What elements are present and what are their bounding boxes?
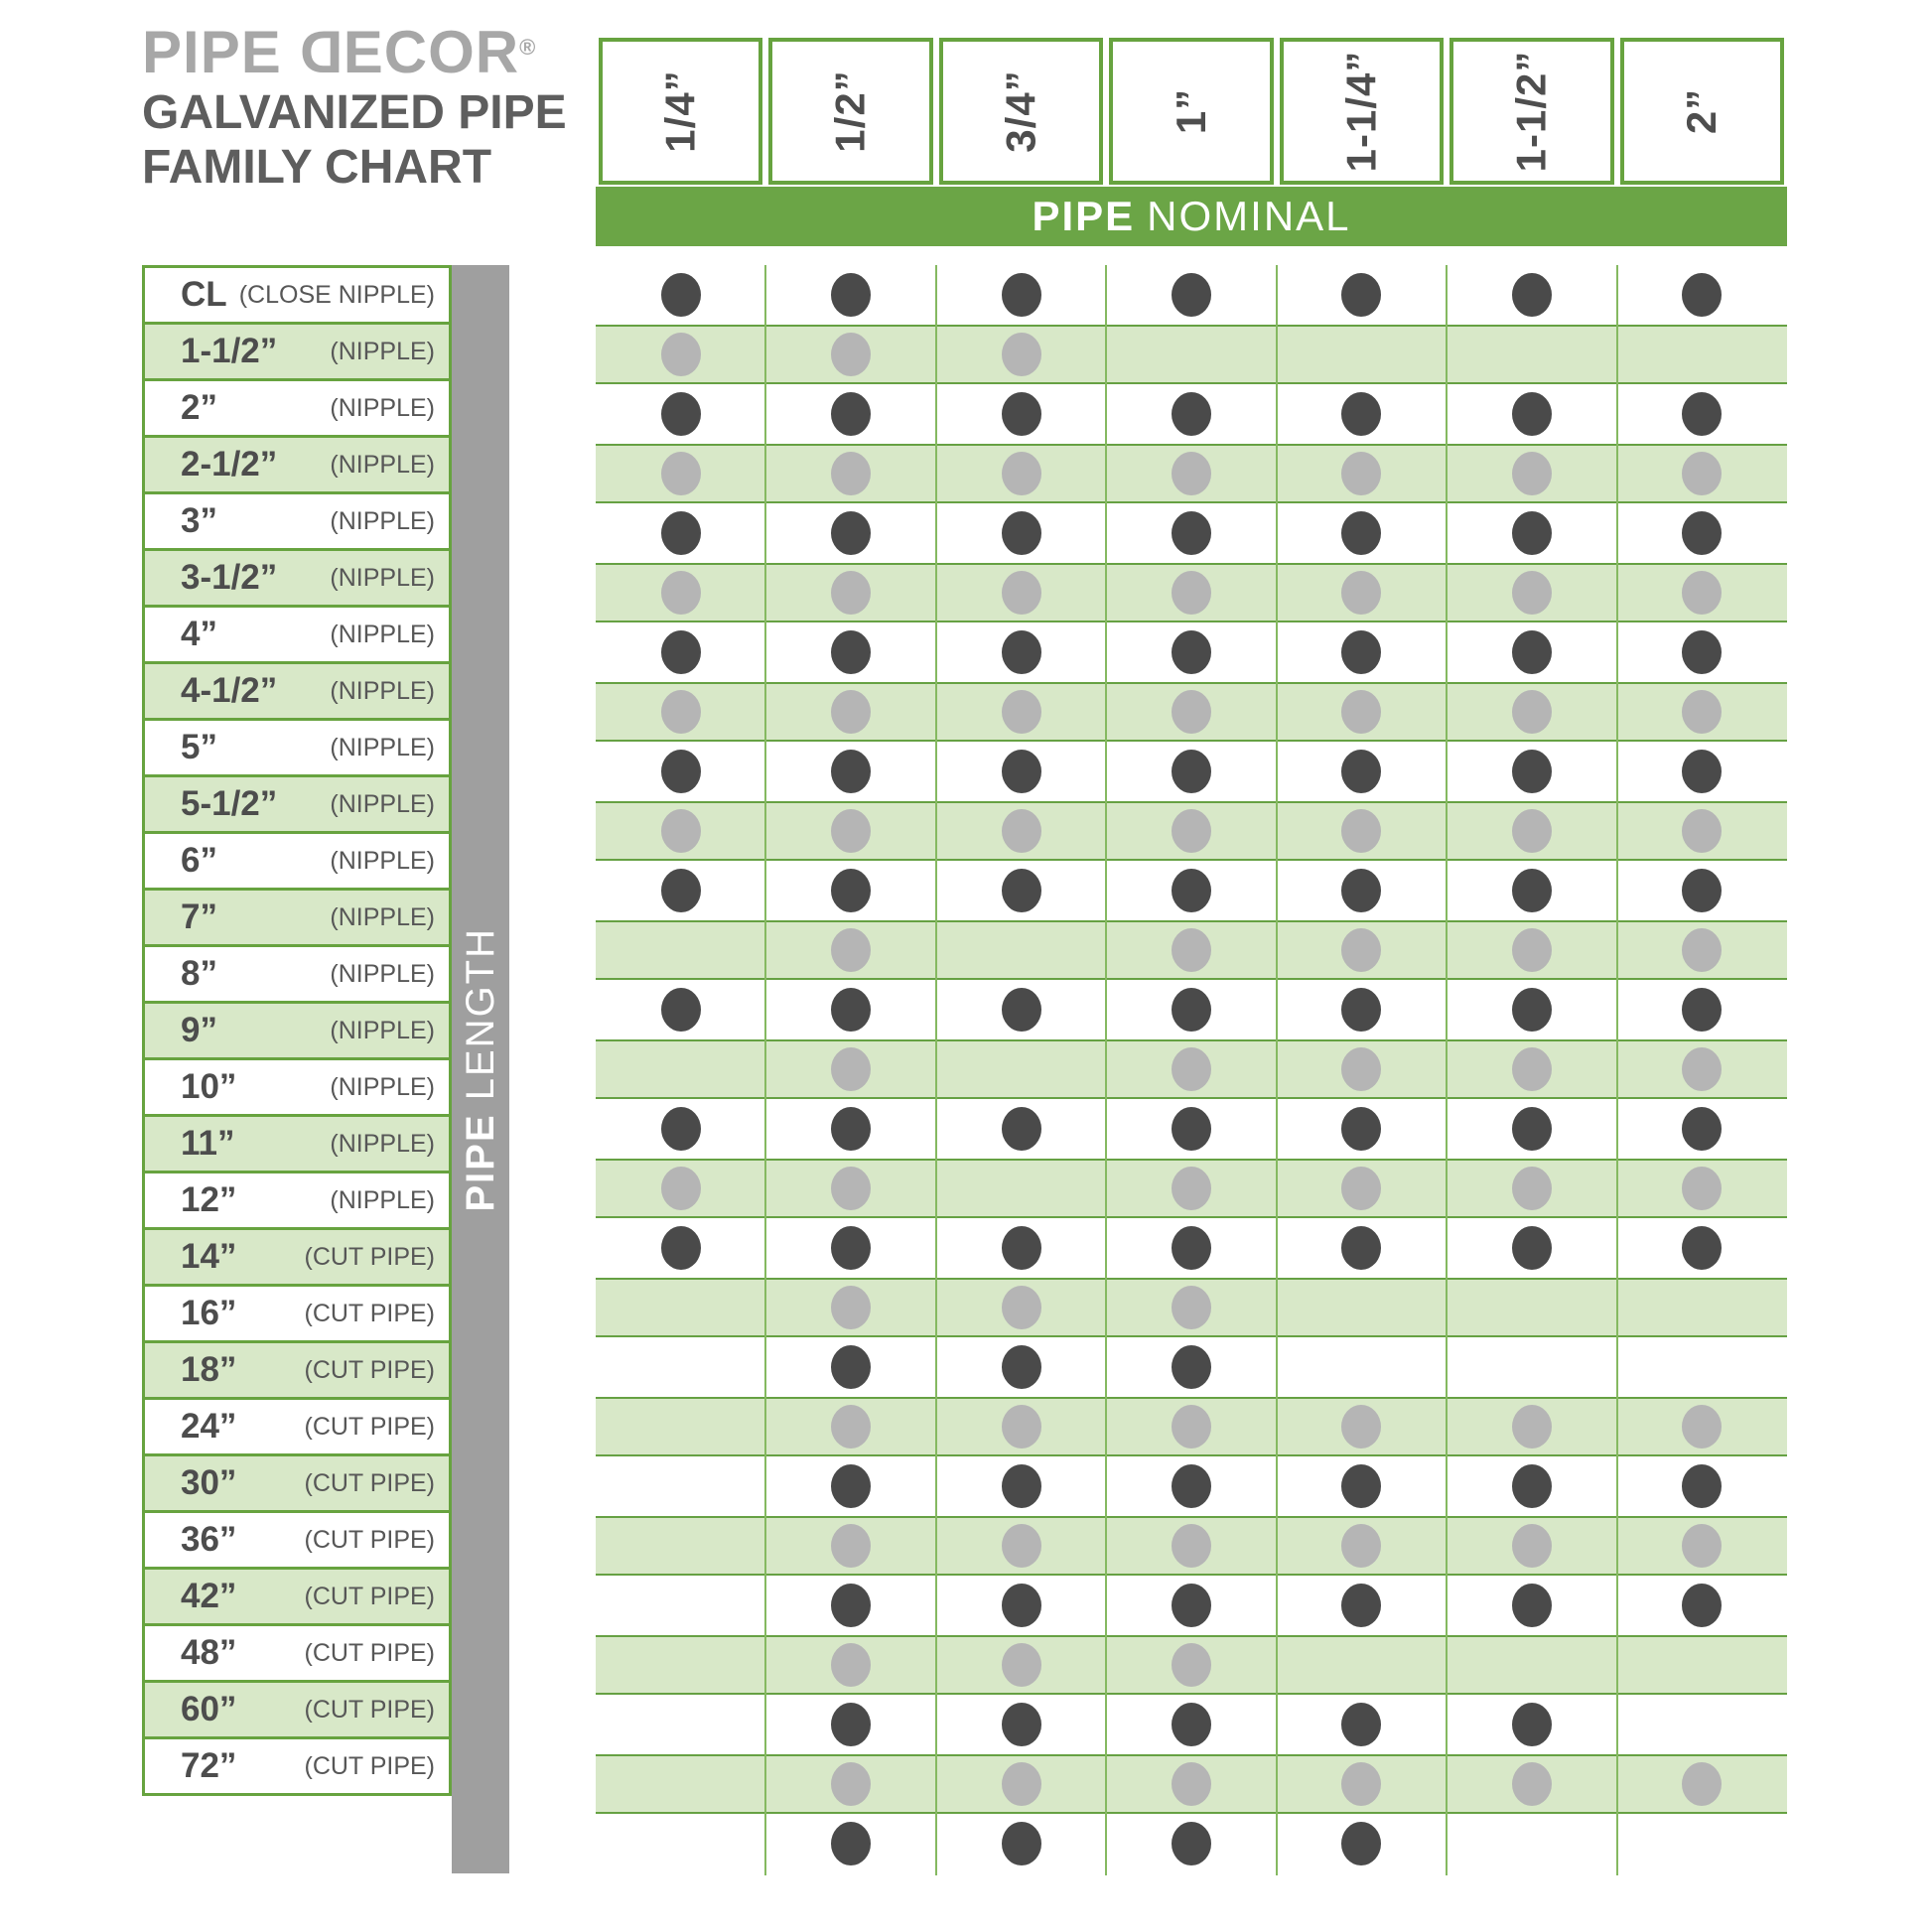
availability-dot [1002, 273, 1041, 317]
row-label-11in [142, 1114, 452, 1173]
column-separator-line [935, 265, 937, 1875]
row-label-36in [142, 1510, 452, 1570]
row-length-label: 3-1/2” [181, 558, 278, 597]
row-label-4-1/2in [142, 661, 452, 721]
column-header-label: 2” [1678, 87, 1725, 135]
availability-dot [1512, 1226, 1552, 1270]
row-length-label: 1-1/2” [181, 332, 278, 370]
row-label-60in [142, 1680, 452, 1739]
availability-dot [661, 273, 701, 317]
availability-dot [661, 809, 701, 853]
availability-dot [831, 1822, 871, 1865]
row-label-14in [142, 1227, 452, 1287]
availability-dot [1682, 1524, 1722, 1568]
availability-dot [1172, 750, 1211, 793]
row-length-label: 10” [181, 1067, 237, 1106]
availability-dot [1172, 1405, 1211, 1449]
availability-dot [1512, 1762, 1552, 1806]
availability-dot [1341, 750, 1381, 793]
availability-dot [1002, 452, 1041, 495]
row-length-label: 9” [181, 1011, 217, 1049]
availability-dot [661, 571, 701, 615]
availability-dot [831, 392, 871, 436]
availability-dot [1172, 452, 1211, 495]
registered-trademark-symbol: ® [519, 35, 537, 60]
availability-dot [831, 333, 871, 376]
row-label-5-1/2in [142, 774, 452, 834]
availability-dot [1002, 511, 1041, 555]
availability-dot [1682, 809, 1722, 853]
availability-dot [1172, 1226, 1211, 1270]
availability-dot [831, 1345, 871, 1389]
pipe-length-bar [452, 265, 509, 1873]
column-header-4 [1109, 38, 1273, 185]
row-kind-label: (CUT PIPE) [304, 1242, 435, 1271]
row-kind-label: (CUT PIPE) [304, 1525, 435, 1554]
availability-dot [831, 1405, 871, 1449]
row-kind-label: (NIPPLE) [330, 337, 435, 365]
row-label-18in [142, 1340, 452, 1400]
row-length-label: 18” [181, 1350, 237, 1389]
availability-dot [1682, 1405, 1722, 1449]
brand-logo-flipped-d: D [299, 19, 344, 85]
availability-dot [1341, 1226, 1381, 1270]
page-title [142, 85, 567, 195]
availability-dot [1002, 1822, 1041, 1865]
row-kind-label: (CUT PIPE) [304, 1751, 435, 1780]
row-length-label: 4” [181, 615, 217, 653]
availability-dot [1682, 988, 1722, 1032]
availability-dot [1172, 1286, 1211, 1329]
row-label-16in [142, 1284, 452, 1343]
availability-dot [661, 452, 701, 495]
brand-logo [142, 18, 536, 86]
row-kind-label: (NIPPLE) [330, 846, 435, 875]
availability-dot [831, 809, 871, 853]
column-header-5 [1280, 38, 1444, 185]
column-header-label: 1/2” [827, 69, 875, 153]
row-kind-label: (CUT PIPE) [304, 1468, 435, 1497]
availability-dot [831, 1643, 871, 1687]
availability-dot [1002, 1464, 1041, 1508]
green-row-band [596, 325, 1787, 384]
availability-dot [1512, 1524, 1552, 1568]
availability-dot [831, 1047, 871, 1091]
availability-dot [1682, 750, 1722, 793]
availability-dot [1682, 273, 1722, 317]
row-length-label: 5” [181, 728, 217, 766]
availability-dot [1172, 571, 1211, 615]
row-kind-label: (NIPPLE) [330, 676, 435, 705]
availability-dot [831, 1584, 871, 1627]
availability-dot [1172, 1643, 1211, 1687]
availability-dot [831, 750, 871, 793]
row-label-column [142, 265, 452, 1796]
availability-dot [1682, 1226, 1722, 1270]
row-kind-label: (CUT PIPE) [304, 1355, 435, 1384]
row-label-72in [142, 1736, 452, 1796]
row-length-label: 8” [181, 954, 217, 993]
availability-dot [1512, 571, 1552, 615]
row-kind-label: (NIPPLE) [330, 902, 435, 931]
availability-dot [1172, 928, 1211, 972]
availability-dot [831, 1464, 871, 1508]
availability-dot [1682, 392, 1722, 436]
availability-dot [1002, 809, 1041, 853]
row-length-label: 2-1/2” [181, 445, 278, 483]
pipe-length-rest: LENGTH [458, 926, 502, 1114]
column-separator-line [1616, 265, 1618, 1875]
availability-dot [1002, 571, 1041, 615]
availability-dot [1341, 1107, 1381, 1151]
availability-dot [1002, 1107, 1041, 1151]
availability-dot [1002, 1643, 1041, 1687]
row-label-42in [142, 1567, 452, 1626]
row-label-2-1/2in [142, 435, 452, 494]
availability-dot [1512, 630, 1552, 674]
brand-logo-pre: PIPE [142, 19, 300, 85]
availability-dot [1512, 1464, 1552, 1508]
availability-dot [1002, 1405, 1041, 1449]
availability-dot [1682, 452, 1722, 495]
row-label-48in [142, 1623, 452, 1683]
column-separator-line [764, 265, 766, 1875]
availability-dot [1172, 1107, 1211, 1151]
availability-dot [1002, 1584, 1041, 1627]
row-kind-label: (NIPPLE) [330, 620, 435, 648]
availability-dot [661, 690, 701, 734]
availability-dot [1002, 1524, 1041, 1568]
row-length-label: 4-1/2” [181, 671, 278, 710]
row-label-3in [142, 491, 452, 551]
availability-dot [1002, 1345, 1041, 1389]
row-length-label: 48” [181, 1633, 237, 1672]
row-kind-label: (CUT PIPE) [304, 1695, 435, 1724]
row-length-label: 3” [181, 501, 217, 540]
row-label-1-1/2in [142, 322, 452, 381]
availability-dot [1002, 988, 1041, 1032]
availability-dot [1512, 809, 1552, 853]
pipe-length-label [459, 927, 503, 1212]
availability-dot [1172, 1047, 1211, 1091]
row-kind-label: (NIPPLE) [330, 789, 435, 818]
row-kind-label: (CLOSE NIPPLE) [238, 280, 435, 309]
availability-dot [831, 1226, 871, 1270]
row-length-label: 7” [181, 897, 217, 936]
availability-dot [1172, 1822, 1211, 1865]
row-length-label: 11” [181, 1124, 235, 1163]
availability-dot [831, 690, 871, 734]
availability-dot [1172, 690, 1211, 734]
availability-dot [661, 511, 701, 555]
availability-dot [1172, 511, 1211, 555]
availability-dot [1512, 1047, 1552, 1091]
availability-dot [831, 630, 871, 674]
availability-dot [831, 1286, 871, 1329]
availability-dot [1512, 1107, 1552, 1151]
availability-dot [1512, 273, 1552, 317]
page-title-line2: FAMILY CHART [142, 141, 492, 194]
availability-dot [831, 869, 871, 912]
row-kind-label: (CUT PIPE) [304, 1412, 435, 1441]
column-header-1 [599, 38, 762, 185]
availability-dot [661, 988, 701, 1032]
availability-dot [831, 571, 871, 615]
availability-dot [1512, 928, 1552, 972]
availability-dot [1682, 1047, 1722, 1091]
row-label-4in [142, 605, 452, 664]
row-length-label: 30” [181, 1463, 237, 1502]
availability-dot [1512, 1405, 1552, 1449]
availability-dot [1002, 869, 1041, 912]
row-kind-label: (NIPPLE) [330, 1129, 435, 1158]
row-label-12in [142, 1171, 452, 1230]
column-header-row [596, 38, 1787, 185]
availability-dot [1002, 1762, 1041, 1806]
row-label-24in [142, 1397, 452, 1456]
availability-dot [1682, 1107, 1722, 1151]
availability-dot [831, 511, 871, 555]
availability-dot [661, 392, 701, 436]
pipe-nominal-bold: PIPE [1032, 193, 1136, 239]
row-kind-label: (NIPPLE) [330, 506, 435, 535]
row-kind-label: (CUT PIPE) [304, 1299, 435, 1327]
row-label-30in [142, 1453, 452, 1513]
availability-dot [1172, 1584, 1211, 1627]
column-header-label: 3/4” [997, 69, 1044, 153]
availability-dot [1341, 1703, 1381, 1746]
availability-dot [1512, 1703, 1552, 1746]
availability-dot [1341, 869, 1381, 912]
availability-dot [831, 452, 871, 495]
row-kind-label: (NIPPLE) [330, 1185, 435, 1214]
row-label-CL [142, 265, 452, 325]
column-header-6 [1449, 38, 1613, 185]
availability-dot [1172, 809, 1211, 853]
availability-dot [1172, 1345, 1211, 1389]
availability-dot [1172, 630, 1211, 674]
availability-dot [831, 273, 871, 317]
row-length-label: 5-1/2” [181, 784, 278, 823]
row-length-label: 14” [181, 1237, 237, 1276]
row-label-2in [142, 378, 452, 438]
row-label-5in [142, 718, 452, 777]
availability-dot [1002, 750, 1041, 793]
row-kind-label: (NIPPLE) [330, 393, 435, 422]
availability-dot [1682, 1167, 1722, 1210]
row-label-8in [142, 944, 452, 1004]
availability-dot [1512, 988, 1552, 1032]
column-separator-line [1276, 265, 1278, 1875]
availability-dot [831, 1107, 871, 1151]
availability-dot [1682, 869, 1722, 912]
availability-dot [1002, 1226, 1041, 1270]
pipe-nominal-rest: NOMINAL [1147, 193, 1351, 239]
availability-dot [661, 750, 701, 793]
column-header-label: 1/4” [656, 69, 704, 153]
column-header-label: 1-1/2” [1507, 50, 1555, 173]
availability-dot [661, 1167, 701, 1210]
availability-dot [661, 333, 701, 376]
availability-dot [1002, 630, 1041, 674]
availability-dot [1172, 1464, 1211, 1508]
availability-dot [1341, 273, 1381, 317]
pipe-nominal-band [596, 187, 1787, 246]
availability-dot [831, 1524, 871, 1568]
availability-dot [1341, 1464, 1381, 1508]
row-label-9in [142, 1001, 452, 1060]
availability-dot [1002, 333, 1041, 376]
row-kind-label: (NIPPLE) [330, 1016, 435, 1044]
availability-dot [661, 869, 701, 912]
availability-dot [1682, 1464, 1722, 1508]
row-length-label: 12” [181, 1180, 237, 1219]
row-length-label: 60” [181, 1690, 237, 1728]
column-header-label: 1” [1167, 87, 1214, 135]
availability-dot [661, 630, 701, 674]
column-separator-line [1446, 265, 1448, 1875]
availability-dot [1341, 511, 1381, 555]
availability-dot [1682, 928, 1722, 972]
brand-logo-post: ECOR [343, 19, 520, 85]
availability-dot [1172, 1524, 1211, 1568]
availability-dot [1512, 1167, 1552, 1210]
row-length-label: 2” [181, 388, 217, 427]
row-length-label: 36” [181, 1520, 237, 1559]
row-length-label: 72” [181, 1746, 237, 1785]
row-label-7in [142, 888, 452, 947]
availability-dot [1341, 630, 1381, 674]
row-label-3-1/2in [142, 548, 452, 608]
row-length-label: 24” [181, 1407, 237, 1446]
availability-dot [1002, 1286, 1041, 1329]
availability-dot [1002, 690, 1041, 734]
row-length-label: 42” [181, 1577, 237, 1615]
column-header-2 [768, 38, 932, 185]
availability-dot [1341, 392, 1381, 436]
availability-dot [1512, 690, 1552, 734]
row-kind-label: (NIPPLE) [330, 733, 435, 761]
availability-dot [831, 928, 871, 972]
availability-dot [661, 1226, 701, 1270]
availability-dot [1512, 869, 1552, 912]
column-header-label: 1-1/4” [1337, 50, 1385, 173]
availability-dot [1512, 750, 1552, 793]
availability-dot [1172, 1762, 1211, 1806]
availability-dot [1172, 869, 1211, 912]
availability-dot [1682, 571, 1722, 615]
availability-dot [1172, 988, 1211, 1032]
availability-dot [831, 1762, 871, 1806]
row-label-10in [142, 1057, 452, 1117]
availability-dot [1512, 511, 1552, 555]
column-header-3 [939, 38, 1103, 185]
availability-dot [1172, 273, 1211, 317]
row-length-label: CL [181, 275, 227, 314]
availability-dot [1172, 1703, 1211, 1746]
availability-dot [1341, 1822, 1381, 1865]
row-kind-label: (CUT PIPE) [304, 1638, 435, 1667]
availability-dot [831, 1703, 871, 1746]
availability-dot [1172, 392, 1211, 436]
availability-dot [831, 988, 871, 1032]
availability-dot [661, 1107, 701, 1151]
availability-dot [831, 1167, 871, 1210]
row-kind-label: (NIPPLE) [330, 1072, 435, 1101]
availability-dot [1172, 1167, 1211, 1210]
availability-dot [1512, 452, 1552, 495]
availability-matrix [596, 265, 1787, 1873]
availability-dot [1341, 1584, 1381, 1627]
page-title-line1: GALVANIZED PIPE [142, 86, 567, 139]
availability-dot [1682, 630, 1722, 674]
row-length-label: 16” [181, 1294, 237, 1332]
column-header-7 [1620, 38, 1784, 185]
availability-dot [1341, 988, 1381, 1032]
row-label-6in [142, 831, 452, 891]
row-kind-label: (CUT PIPE) [304, 1582, 435, 1610]
availability-dot [1512, 392, 1552, 436]
row-kind-label: (NIPPLE) [330, 450, 435, 479]
row-kind-label: (NIPPLE) [330, 563, 435, 592]
availability-dot [1682, 1584, 1722, 1627]
availability-dot [1002, 1703, 1041, 1746]
row-length-label: 6” [181, 841, 217, 880]
availability-dot [1682, 511, 1722, 555]
availability-dot [1682, 690, 1722, 734]
column-separator-line [1105, 265, 1107, 1875]
row-kind-label: (NIPPLE) [330, 959, 435, 988]
availability-dot [1512, 1584, 1552, 1627]
availability-dot [1682, 1762, 1722, 1806]
availability-dot [1002, 392, 1041, 436]
pipe-length-bold: PIPE [458, 1113, 502, 1212]
